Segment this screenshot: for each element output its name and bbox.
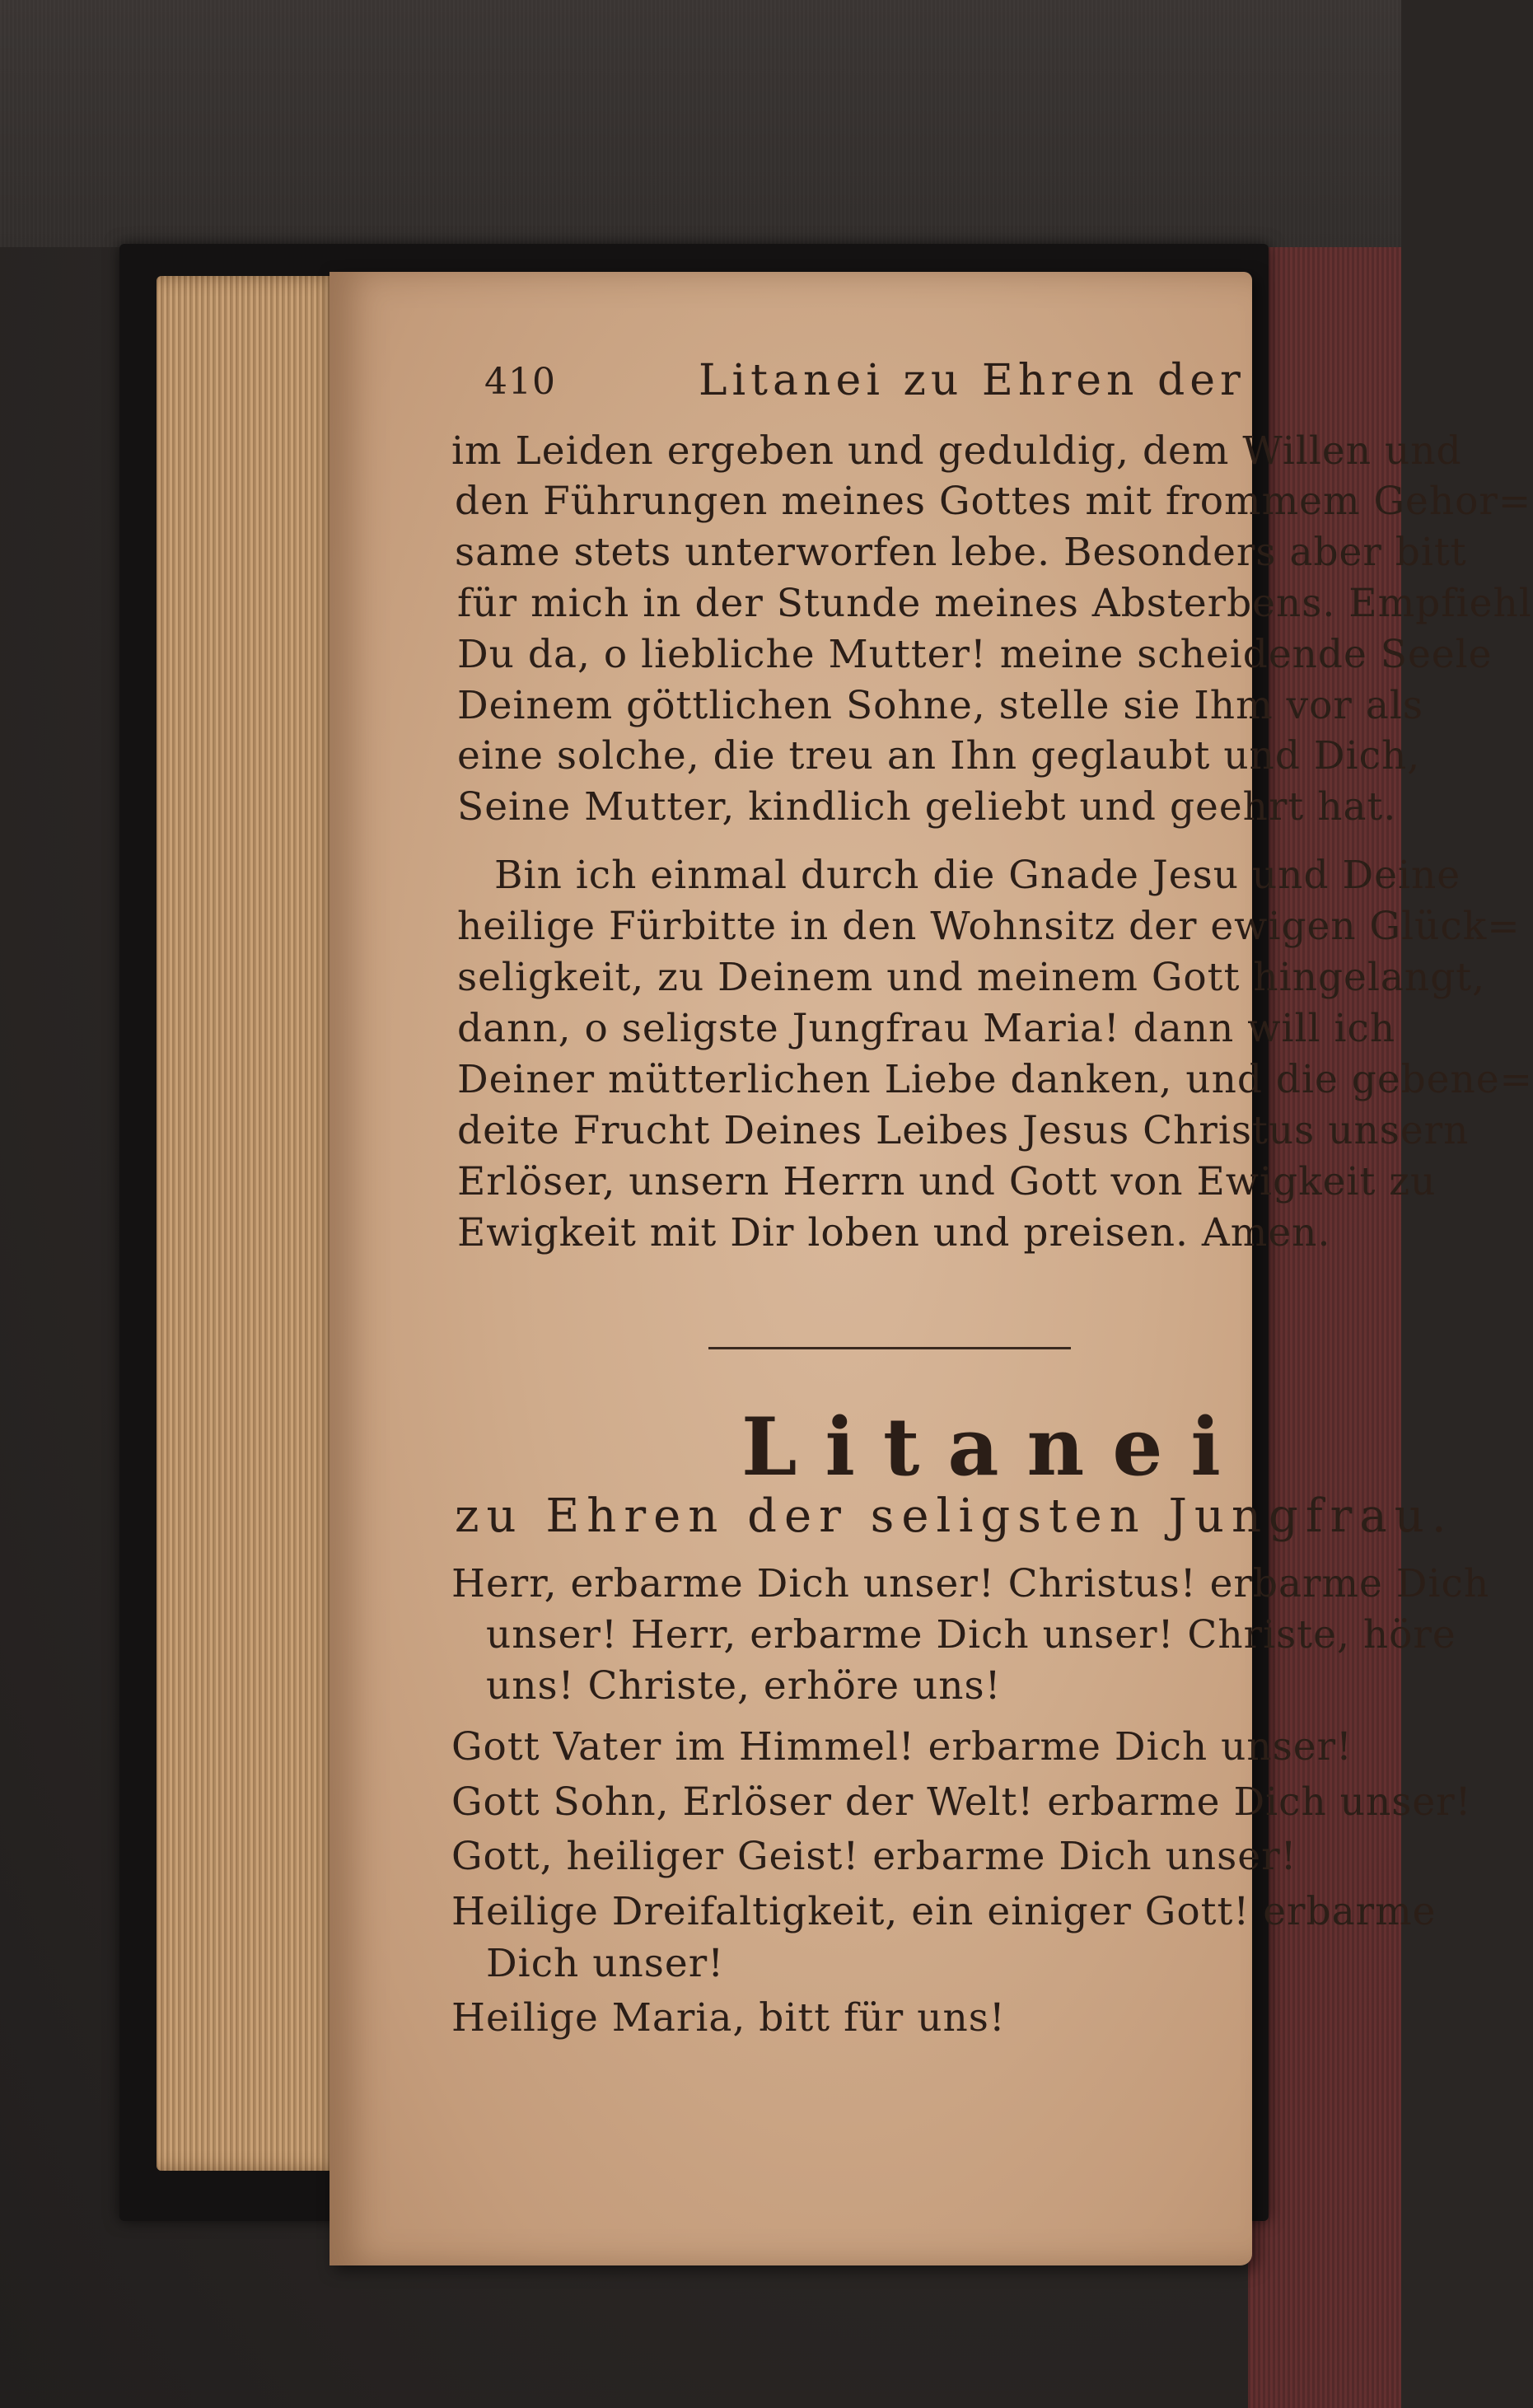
litany-line: Gott Vater im Himmel! erbarme Dich unser!	[451, 1724, 1353, 1770]
body-line: im Leiden ergeben und geduldig, dem Willen und	[451, 428, 1462, 474]
litany-line: Dich unser!	[486, 1941, 725, 1986]
body-line: den Führungen meines Gottes mit frommem Gehor=	[455, 479, 1532, 524]
running-header: Litanei zu Ehren der	[699, 356, 1246, 405]
body-line: dann, o seligste Jungfrau Maria! dann will ich	[457, 1006, 1396, 1051]
section-title: Litanei	[741, 1400, 1249, 1494]
body-line: Du da, o liebliche Mutter! meine scheidende Seele	[457, 632, 1493, 677]
litany-line: Gott, heiliger Geist! erbarme Dich unser!	[451, 1834, 1297, 1879]
body-line: seligkeit, zu Deinem und meinem Gott hingelangt,	[457, 955, 1486, 1000]
body-line: heilige Fürbitte in den Wohnsitz der ewigen Glück=	[457, 904, 1521, 949]
body-line: Ewigkeit mit Dir loben und preisen. Amen.	[457, 1210, 1331, 1255]
litany-line: uns! Christe, erhöre uns!	[486, 1663, 1002, 1709]
litany-line: Heilige Maria, bitt für uns!	[451, 1995, 1006, 2041]
body-line: Erlöser, unsern Herrn und Gott von Ewigkeit zu	[457, 1159, 1437, 1204]
body-line: Deiner mütterlichen Liebe danken, und die gebene=	[457, 1057, 1533, 1102]
section-divider	[708, 1347, 1071, 1349]
body-line: für mich in der Stunde meines Absterbens. Empfiehl	[457, 581, 1532, 626]
litany-line: Gott Sohn, Erlöser der Welt! erbarme Dich unser!	[451, 1779, 1472, 1825]
body-line: Seine Mutter, kindlich geliebt und geehrt hat.	[457, 784, 1397, 830]
section-subtitle: zu Ehren der seligsten Jungfrau.	[455, 1489, 1454, 1543]
backdrop-cloth	[0, 0, 1401, 247]
body-line: deite Frucht Deines Leibes Jesus Christus unsern	[457, 1108, 1470, 1153]
body-line: Bin ich einmal durch die Gnade Jesu und Deine	[494, 853, 1461, 898]
litany-line: Herr, erbarme Dich unser! Christus! erbarme Dich	[451, 1561, 1490, 1606]
litany-line: Heilige Dreifaltigkeit, ein einiger Gott! erbarme	[451, 1889, 1437, 1934]
litany-line: unser! Herr, erbarme Dich unser! Christe, höre	[486, 1612, 1456, 1658]
body-line: Deinem göttlichen Sohne, stelle sie Ihm vor als	[457, 683, 1424, 728]
body-line: eine solche, die treu an Ihn geglaubt und Dich,	[457, 733, 1421, 779]
body-line: same stets unterworfen lebe. Besonders aber bitt	[455, 530, 1467, 575]
page-number: 410	[484, 361, 556, 403]
page-edges	[157, 276, 346, 2171]
